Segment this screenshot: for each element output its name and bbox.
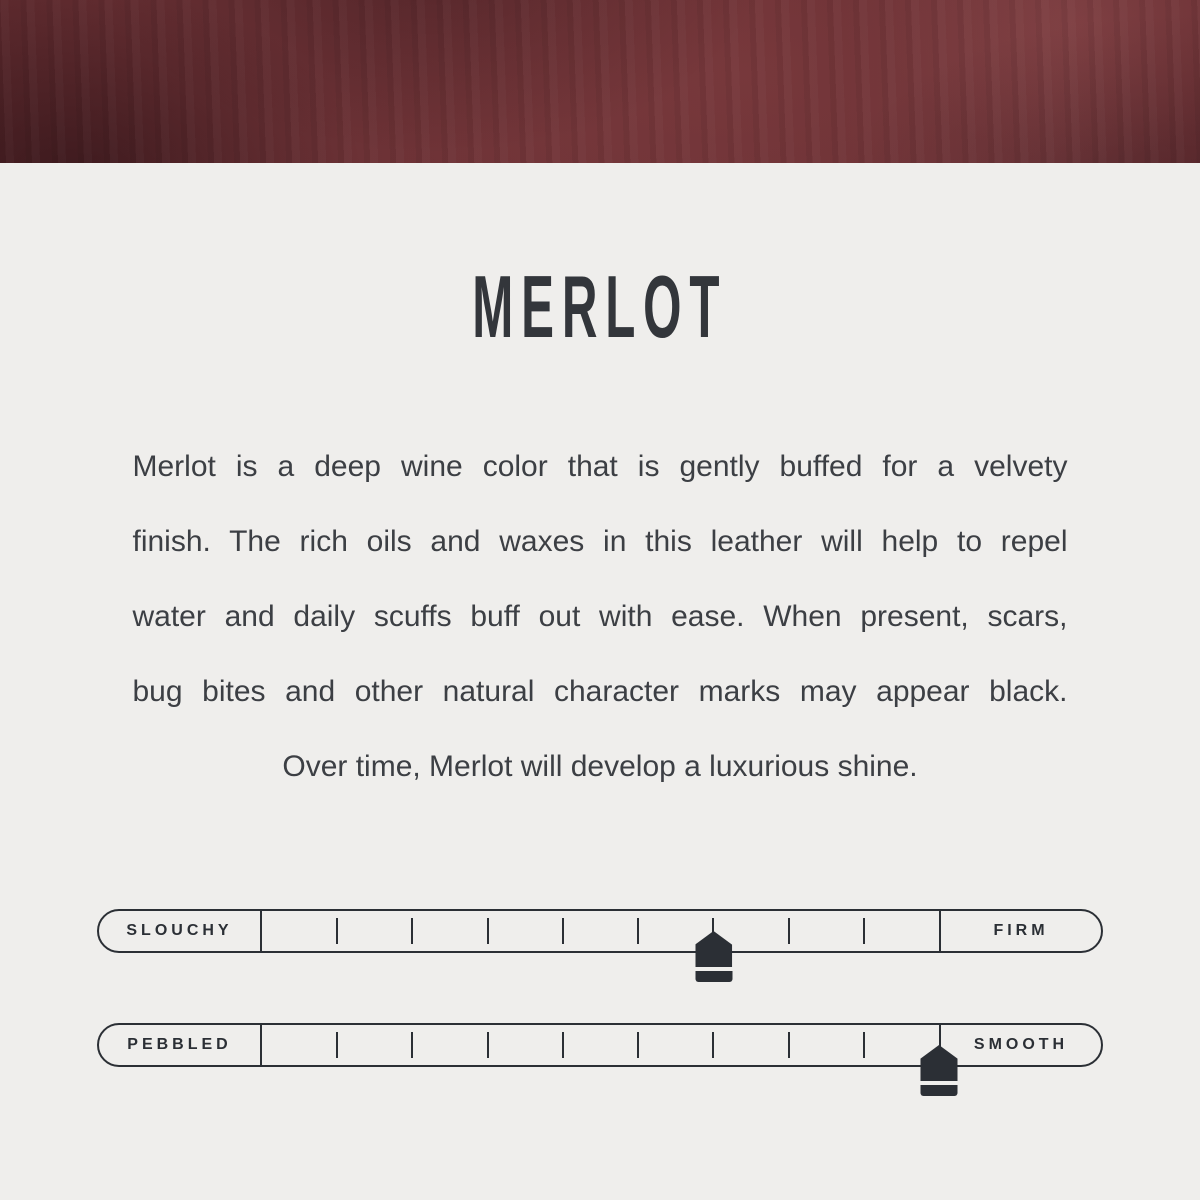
firmness-scale-track: [262, 911, 939, 951]
texture-scale: [97, 1023, 1103, 1067]
scale-tick: [336, 1032, 338, 1058]
description-line: finish. The rich oils and waxes in this leather will help to repel: [132, 525, 1068, 558]
description-line: water and daily scuffs buff out with ease. When present, scars,: [132, 600, 1068, 633]
scale-tick: [487, 1032, 489, 1058]
marker-pointer-icon: [695, 931, 732, 967]
page-title-wrap: [0, 257, 1200, 356]
leather-swatch-banner: [0, 0, 1200, 163]
scale-tick: [637, 918, 639, 944]
marker-bar-icon: [695, 971, 732, 982]
scale-tick: [336, 918, 338, 944]
firmness-scale-right-label: [939, 911, 1101, 951]
scale-label: PEBBLED: [127, 1036, 232, 1053]
scale-tick: [863, 1032, 865, 1058]
scale-label: FIRM: [993, 922, 1049, 939]
texture-scale-right-label: [939, 1025, 1101, 1065]
description-line: bug bites and other natural character marks may appear black.: [132, 675, 1068, 708]
scale-label: SMOOTH: [973, 1036, 1069, 1053]
scale-tick: [562, 1032, 564, 1058]
texture-scale-marker-icon: [921, 1045, 958, 1096]
marker-pointer-icon: [921, 1045, 958, 1081]
firmness-scale-left-label: [99, 911, 262, 951]
texture-scale-track: [262, 1025, 939, 1065]
scale-tick: [411, 918, 413, 944]
marker-bar-icon: [921, 1085, 958, 1096]
scale-tick: [637, 1032, 639, 1058]
texture-scale-left-label: [99, 1025, 262, 1065]
scale-tick: [788, 1032, 790, 1058]
description-line: Merlot is a deep wine color that is gently buffed for a velvety: [132, 450, 1068, 483]
scale-tick: [788, 918, 790, 944]
scale-tick: [487, 918, 489, 944]
color-name-title: MERLOT: [472, 257, 728, 356]
scale-tick: [863, 918, 865, 944]
scale-tick: [411, 1032, 413, 1058]
firmness-scale-marker-icon: [695, 931, 732, 982]
scale-tick: [562, 918, 564, 944]
color-description: [133, 429, 1068, 804]
firmness-scale: [97, 909, 1103, 953]
scale-tick: [712, 1032, 714, 1058]
scale-label: SLOUCHY: [126, 922, 233, 939]
description-line: Over time, Merlot will develop a luxurious shine.: [282, 750, 918, 783]
